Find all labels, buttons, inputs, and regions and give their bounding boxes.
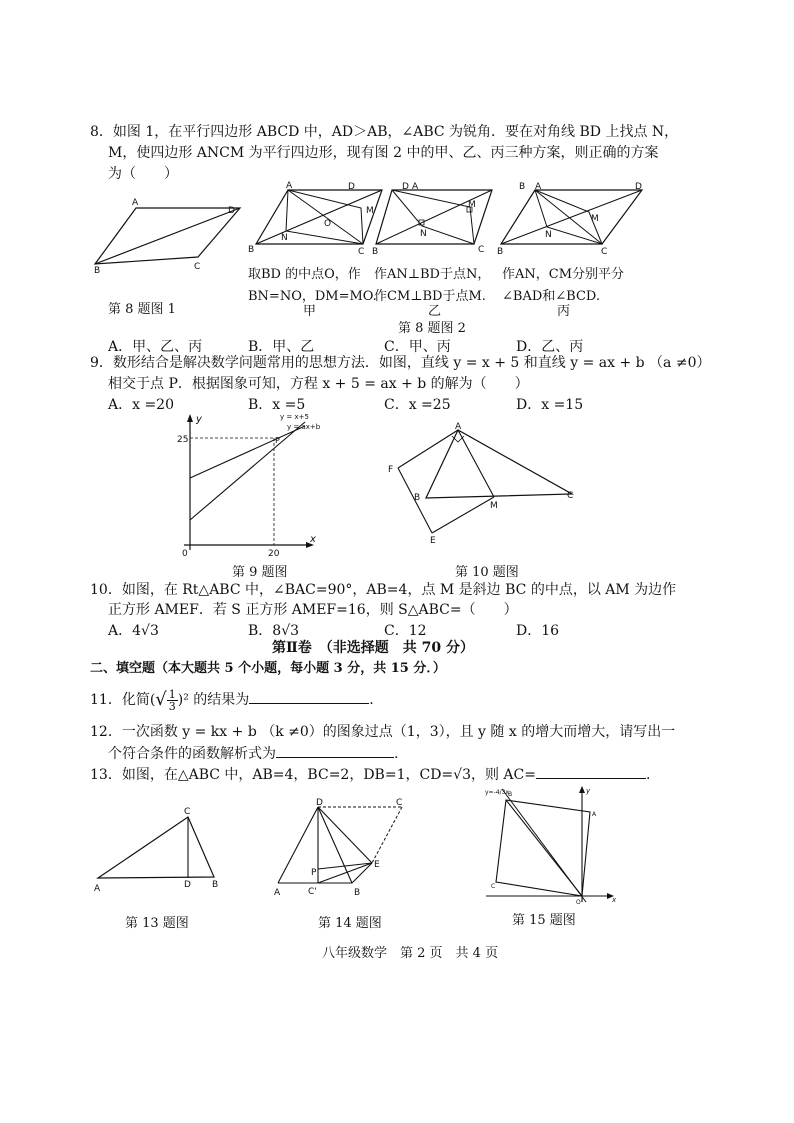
q8-option-c: C．甲、丙 — [384, 339, 451, 355]
q8-line2: M，使四边形 ANCM 为平行四边形，现有图 2 中的甲、乙、丙三种方案，则正确的方案 — [108, 145, 659, 161]
q15-line-label: y=-4/3x — [485, 789, 509, 796]
svg-text:B: B — [354, 888, 361, 898]
q9-figure — [170, 410, 330, 560]
page-footer: 八年级数学 第 2 页 共 4 页 — [322, 946, 499, 961]
svg-text:B: B — [508, 791, 513, 798]
svg-text:C': C' — [308, 887, 317, 897]
q8-figure-yi — [372, 180, 507, 258]
svg-text:A: A — [592, 811, 597, 818]
q8-option-a: A．甲、乙、丙 — [108, 339, 203, 355]
q10-option-a: A．4√3 — [108, 623, 159, 639]
q11-fraction: $\frac{1}{3}$ — [168, 687, 176, 713]
svg-text:C: C — [601, 247, 608, 257]
q8-fig2-caption: 第 8 题图 2 — [398, 321, 466, 336]
q10-option-d: D．16 — [516, 623, 560, 639]
svg-text:A: A — [286, 181, 293, 191]
svg-text:N: N — [420, 229, 427, 239]
q12-line2-wrap: 个符合条件的函数解析式为 . — [108, 746, 399, 762]
svg-text:C: C — [491, 883, 496, 890]
plan-yi-name: 乙 — [428, 304, 442, 319]
svg-text:D: D — [184, 880, 191, 890]
q14-caption: 第 14 题图 — [318, 916, 382, 931]
q9-line2: 相交于点 P．根据图象可知，方程 x + 5 = ax + b 的解为（ ） — [108, 376, 529, 392]
svg-text:D: D — [402, 182, 409, 192]
q12-line1: 12．一次函数 y = kx + b （k ≠0）的图象过点（1，3），且 y 随 x 的增大而增大，请写出一 — [90, 724, 676, 740]
svg-text:x: x — [612, 896, 617, 904]
plan-bing-name: 丙 — [557, 304, 571, 319]
svg-text:F: F — [388, 465, 394, 475]
svg-text:B: B — [248, 245, 255, 255]
q11-prefix: 11．化简( — [90, 692, 156, 708]
q14-figure — [268, 795, 418, 905]
svg-text:D: D — [228, 206, 235, 216]
svg-text:B: B — [414, 493, 421, 503]
q13-line: 13．如图，在△ABC 中，AB=4，BC=2，DB=1，CD=√3，则 AC= . — [90, 767, 651, 783]
svg-text:N: N — [545, 230, 552, 240]
q9-caption: 第 9 题图 — [232, 565, 288, 580]
q10-figure — [382, 420, 592, 550]
q9-tick-20: 20 — [268, 549, 280, 559]
svg-text:D: D — [316, 798, 323, 808]
q9-label-y2: y = ax+b — [287, 423, 321, 431]
svg-text:A: A — [94, 884, 101, 894]
svg-text:C: C — [478, 245, 485, 255]
svg-text:M: M — [468, 200, 476, 210]
q15-caption: 第 15 题图 — [512, 913, 576, 928]
plan-jia-line1: 取BD 的中点O，作 — [248, 267, 361, 282]
q13-caption: 第 13 题图 — [125, 916, 189, 931]
svg-text:B: B — [212, 880, 219, 890]
svg-text:A: A — [535, 182, 542, 192]
q8-figure1 — [90, 195, 250, 280]
svg-text:A: A — [132, 198, 139, 208]
q9-option-a: A．x =20 — [108, 397, 175, 413]
q9-option-c: C．x =25 — [384, 397, 451, 413]
q12-answer-blank[interactable] — [276, 757, 394, 758]
plan-jia-name: 甲 — [303, 304, 317, 319]
q13-figure — [92, 805, 232, 895]
svg-text:y: y — [586, 787, 591, 795]
q8-line1: 8．如图 1，在平行四边形 ABCD 中，AD＞AB，∠ABC 为锐角．要在对角线 BD 上找点 N， — [90, 124, 679, 140]
svg-text:C: C — [184, 807, 191, 817]
svg-text:O: O — [324, 219, 332, 229]
q8-figure-bing — [497, 180, 647, 258]
q10-line2: 正方形 AMEF．若 S 正方形 AMEF=16，则 S△ABC=（ ） — [108, 602, 518, 618]
fill-section-title: 二、填空题（本大题共 5 个小题，每小题 3 分，共 15 分．） — [90, 661, 446, 676]
svg-text:B: B — [497, 247, 504, 257]
q9-line1: 9．数形结合是解决数学问题常用的思想方法．如图，直线 y = x + 5 和直线 y = ax + b （a ≠0） — [90, 355, 711, 371]
plan-yi-line1: 作AN⊥BD于点N， — [374, 267, 491, 282]
svg-text:D: D — [348, 182, 355, 192]
q15-figure — [482, 784, 622, 906]
plan-bing-line2: ∠BAD和∠BCD. — [502, 289, 600, 304]
q9-origin: 0 — [182, 549, 188, 559]
svg-text:C: C — [358, 247, 365, 257]
q9-label-y1: y = x+5 — [280, 413, 309, 421]
q8-line3: 为（ ） — [108, 166, 178, 182]
q11-suffix: )² 的结果为 — [177, 692, 250, 708]
part2-title: 第Ⅱ卷 （非选择题 共 70 分） — [272, 640, 475, 656]
q9-option-d: D．x =15 — [516, 397, 584, 413]
svg-text:P: P — [275, 436, 280, 445]
q10-option-b: B．8√3 — [248, 623, 300, 639]
q10-option-c: C．12 — [384, 623, 427, 639]
plan-bing-line1: 作AN，CM分别平分 — [502, 267, 625, 282]
svg-text:B: B — [519, 182, 526, 192]
q11-answer-blank[interactable] — [249, 703, 369, 704]
q8-option-d: D．乙、丙 — [516, 339, 584, 355]
svg-text:M: M — [366, 206, 374, 216]
plan-yi-line2: 作CM⊥BD于点M. — [374, 289, 486, 304]
q10-caption: 第 10 题图 — [455, 565, 519, 580]
svg-text:A: A — [274, 888, 281, 898]
svg-text:B: B — [94, 266, 101, 276]
svg-text:B: B — [372, 247, 379, 257]
svg-text:C: C — [396, 798, 403, 808]
svg-text:C: C — [567, 491, 574, 501]
svg-text:A: A — [412, 182, 419, 192]
svg-text:A: A — [455, 422, 462, 432]
svg-text:y: y — [196, 414, 202, 425]
q8-fig1-caption: 第 8 题图 1 — [108, 302, 176, 317]
q9-tick-25: 25 — [177, 435, 189, 445]
q13-answer-blank[interactable] — [536, 778, 646, 779]
svg-text:D: D — [635, 182, 642, 192]
q8-figure-jia — [248, 180, 383, 258]
svg-text:E: E — [430, 536, 436, 546]
svg-text:P: P — [311, 868, 317, 878]
q11: 11．化简(√ $\frac{1}{3}$ )² 的结果为 . — [90, 687, 374, 713]
q8-option-b: B．甲、乙 — [248, 339, 315, 355]
svg-text:O: O — [576, 899, 581, 906]
svg-text:M: M — [591, 214, 599, 224]
svg-text:E: E — [374, 860, 380, 870]
svg-text:x: x — [310, 534, 316, 545]
svg-text:M: M — [490, 501, 498, 511]
q10-line1: 10．如图，在 Rt△ABC 中，∠BAC=90°，AB=4，点 M 是斜边 BC 的中点，以 AM 为边作 — [90, 582, 677, 598]
svg-text:C: C — [194, 262, 201, 272]
plan-jia-line2: BN=NO，DM=MO. — [248, 289, 377, 304]
q9-option-b: B．x =5 — [248, 397, 306, 413]
svg-text:N: N — [281, 233, 288, 243]
